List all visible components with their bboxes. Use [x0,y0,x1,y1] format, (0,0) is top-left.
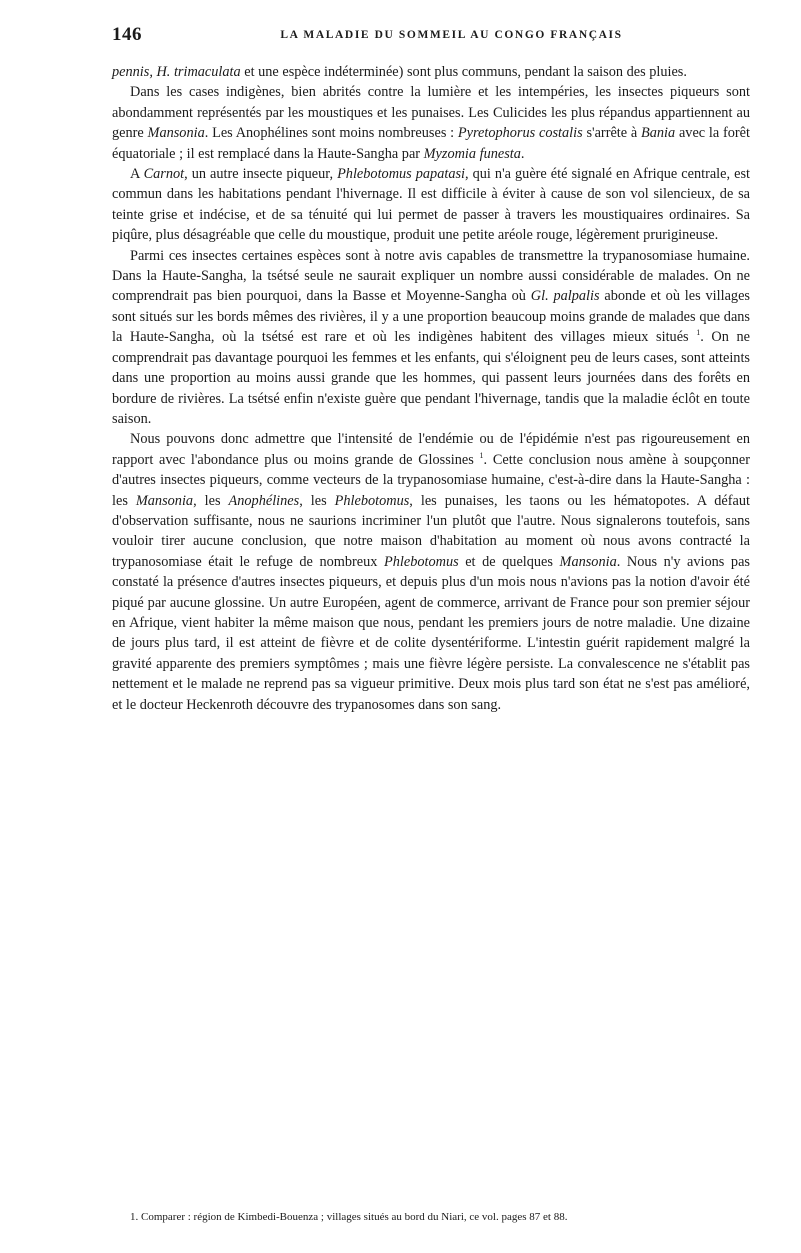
paragraph: A Carnot, un autre insecte piqueur, Phlebotomus papatasi, qui n'a guère été signalé en Afrique centrale, est commun dans les habitations pendant l'hivernage. Il est difficile à éviter à cause de son vol silencieux, de sa teinte grise et indécise, et de sa ténuité qui lui permet de passer à travers les moustiquaires ordinaires. Sa piqûre, plus désagréable que celle du moustique, produit une petite aréole rouge, légèrement prurigineuse. [112,166,750,244]
paragraph: Parmi ces insectes certaines espèces sont à notre avis capables de transmettre la trypanosomiase humaine. Dans la Haute-Sangha, la tsétsé seule ne saurait expliquer un nombre aussi considérable de malades. On ne comprendrait pas bien pourquoi, dans la Basse et Moyenne-Sangha où Gl. palpalis abonde et où les villages sont situés sur les bords mêmes des rivières, il y a une proportion beaucoup moins grande de malades que dans la Haute-Sangha, où la tsétsé est rare et où les indigènes habitent des villages mieux situés $^1$. On ne comprendrait pas davantage pourquoi les femmes et les enfants, qui s'éloignent peu de leurs cases, sont atteints dans une proportion au moins aussi grande que les hommes, qui passent leurs journées dans des forêts en bordure de rivières. La tsétsé enfin n'existe guère que pendant l'hivernage, tandis que la maladie éclôt en toute saison. [112,247,750,427]
paragraph: Nous pouvons donc admettre que l'intensité de l'endémie ou de l'épidémie n'est pas rigoureusement en rapport avec l'abondance plus ou moins grande de Glossines $^1$. Cette conclusion nous amène à soupçonner d'autres insectes piqueurs, comme vecteurs de la trypanosomiase humaine, c'est-à-dire dans la Haute-Sangha : les Mansonia, les Anophélines, les Phlebotomus, les punaises, les taons ou les hématopotes. A défaut d'observation suffisante, nous ne saurions incriminer l'un plutôt que l'autre. Nous signalerons toutefois, sans vouloir tirer aucune conclusion, que notre maison d'habitation au moment où nous avons contracté la trypanosomiase était le refuge de nombreux Phlebotomus et de quelques Mansonia. Nous n'y avions pas constaté la présence d'autres insectes piqueurs, et depuis plus d'un mois nous n'avions pas la notion d'avoir été piqué par aucune glossine. Un autre Européen, agent de commerce, arrivant de France pour son premier séjour en Afrique, vient habiter la même maison que nous, pendant les premiers jours de notre maladie. Une dizaine de jours plus tard, il est atteint de fièvre et de colite dysentériforme. L'intestin guérit rapidement malgré la gravité apparente des premiers symptômes ; mais une fièvre légère persiste. La convalescence ne s'établit pas nettement et le malade ne reprend pas sa vigueur primitive. Deux mois plus tard son état ne s'est pas amélioré, et le docteur Heckenroth découvre des trypanosomes dans son sang. [112,431,751,713]
page-header [112,24,751,48]
running-title: LA MALADIE DU SOMMEIL AU CONGO FRANÇAIS [280,29,623,41]
paragraph: Dans les cases indigènes, bien abrités contre la lumière et les intempéries, les insectes piqueurs sont abondamment représentés par les moustiques et les punaises. Les Culicides les plus répandus appartiennent au genre Mansonia. Les Anophélines sont moins nombreuses : Pyretophorus costalis s'arrête à Bania avec la forêt équatoriale ; il est remplacé dans la Haute-Sangha par Myzomia funesta. [112,84,750,162]
paragraph-continued: pennis, H. trimaculata et une espèce indéterminée) sont plus communs, pendant la saison des pluies. [112,64,687,80]
page-number: 146 [112,24,142,45]
footnote: 1. Comparer : région de Kimbedi-Bouenza ; villages situés au bord du Niari, ce vol. pages 87 et 88. [130,1211,568,1223]
body-text [112,62,750,715]
